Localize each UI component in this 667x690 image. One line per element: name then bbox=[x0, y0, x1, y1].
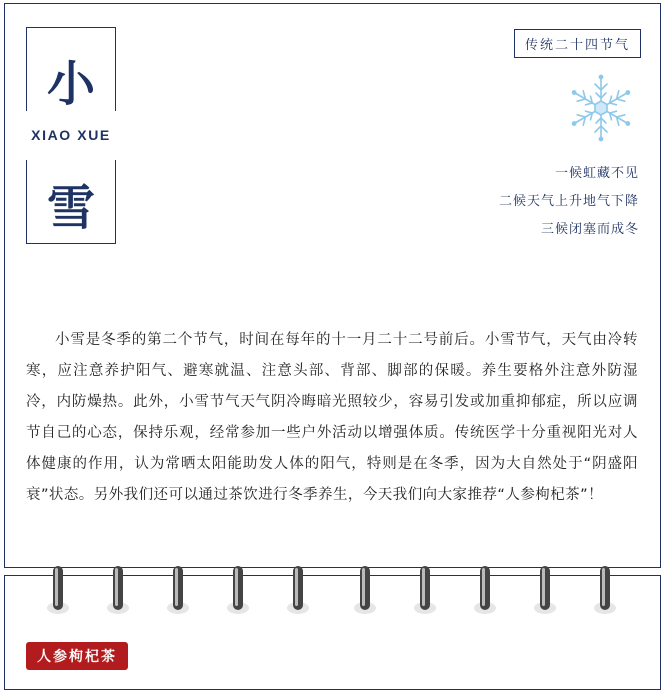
hou-1: 一候虹藏不见 bbox=[554, 166, 639, 181]
binder-ring-icon bbox=[43, 560, 73, 620]
title-pinyin: XIAO XUE bbox=[31, 127, 111, 143]
binder-ring-icon bbox=[530, 560, 560, 620]
binder-ring-icon bbox=[223, 560, 253, 620]
binder-ring-icon bbox=[283, 560, 313, 620]
section-badge: 人参枸杞茶 bbox=[26, 642, 128, 670]
binder-ring-icon bbox=[163, 560, 193, 620]
binder-rings bbox=[0, 560, 667, 620]
title-char-1: 小 bbox=[46, 56, 95, 112]
binder-ring-icon bbox=[590, 560, 620, 620]
snowflake-icon bbox=[569, 72, 633, 148]
binder-ring-icon bbox=[410, 560, 440, 620]
solar-term-tag: 传统二十四节气 bbox=[514, 29, 641, 58]
hou-3: 三候闭塞而成冬 bbox=[540, 222, 639, 237]
binder-ring-icon bbox=[350, 560, 380, 620]
title-char-2: 雪 bbox=[46, 180, 95, 236]
binder-ring-icon bbox=[470, 560, 500, 620]
intro-paragraph: 小雪是冬季的第二个节气，时间在每年的十一月二十二号前后。小雪节气，天气由冷转寒，应注意养护阳气、避寒就温、注意头部、背部、脚部的保暖。养生要格外注意外防湿冷，内防燥热。此外，小雪节气天气阴冷晦暗光照较少，容易引发或加重抑郁症，所以应调节自己的心态，保持乐观，经常参加一些户外活动以增强体质。传统医学十分重视阳光对人体健康的作用，认为常晒太阳能助发人体的阳气，特则是在冬季，因为大自然处于“阴盛阳衰”状态。另外我们还可以通过茶饮进行冬季养生，今天我们向大家推荐“人参枸杞茶”！ bbox=[26, 332, 638, 503]
hou-2: 二候天气上升地气下降 bbox=[498, 194, 639, 209]
binder-ring-icon bbox=[103, 560, 133, 620]
